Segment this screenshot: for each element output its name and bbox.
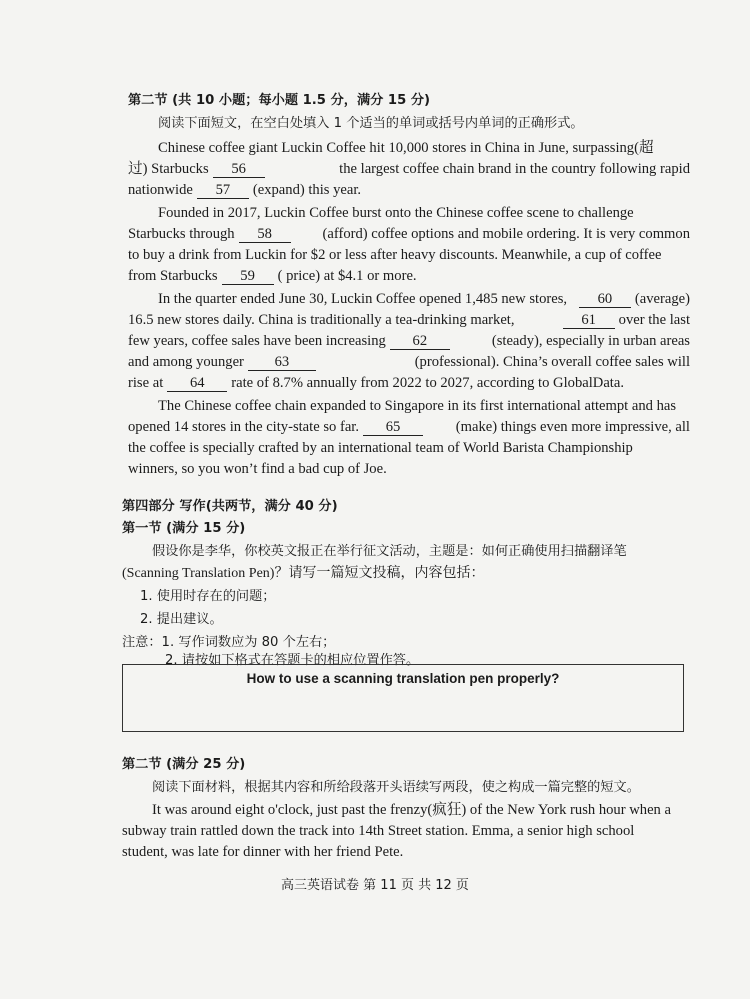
blank-57: 57 <box>197 182 249 199</box>
page-footer: 高三英语试卷 第 11 页 共 12 页 <box>281 878 469 893</box>
blank-56: 56 <box>213 161 265 178</box>
part4-heading: 第四部分 写作(共两节，满分 40 分) <box>122 499 338 514</box>
blank-64: 64 <box>167 375 227 392</box>
part4-sec2-heading: 第二节 (满分 25 分) <box>122 757 246 772</box>
sec2-instruction: 阅读下面材料，根据其内容和所给段落开头语续写两段，使之构成一篇完整的短文。 <box>152 780 640 795</box>
passage-line-2: 过) Starbucks 56 the largest coffee chain brand in the country following rapid <box>128 161 690 177</box>
passage-line-15: the coffee is specially crafted by an international team of World Barista Championship <box>128 440 633 456</box>
passage-line-14: opened 14 stores in the city-state so far. 65 (make) things even more impressive, all <box>128 419 690 435</box>
section2-heading: 第二节 (共 10 小题；每小题 1.5 分，满分 15 分) <box>128 93 431 108</box>
passage-line-11: and among younger 63 (professional). China’s overall coffee sales will <box>128 354 690 370</box>
note-2: 2. 请按如下格式在答题卡的相应位置作答。 <box>165 653 420 668</box>
blank-63: 63 <box>248 354 316 371</box>
passage-line-7: from Starbucks 59 ( price) at $4.1 or more. <box>128 268 417 284</box>
passage-line-6: to buy a drink from Luckin for $2 or less after heavy discounts. Meanwhile, a cup of coffee <box>128 247 662 263</box>
blank-59: 59 <box>222 268 274 285</box>
answer-format-box <box>122 664 684 732</box>
passage-line-12: rise at 64 rate of 8.7% annually from 2022 to 2027, according to GlobalData. <box>128 375 624 391</box>
blank-58: 58 <box>239 226 291 243</box>
passage-line-10: few years, coffee sales have been increasing 62 (steady), especially in urban areas <box>128 333 690 349</box>
passage-line-4: Founded in 2017, Luckin Coffee burst onto the Chinese coffee scene to challenge <box>158 205 634 221</box>
passage-line-8: In the quarter ended June 30, Luckin Coffee opened 1,485 new stores, 60 (average) <box>158 291 690 307</box>
blank-65: 65 <box>363 419 423 436</box>
part4-sec1-heading: 第一节 (满分 15 分) <box>122 521 246 536</box>
passage-line-5: Starbucks through 58 (afford) coffee options and mobile ordering. It is very common <box>128 226 690 242</box>
passage-line-3: nationwide 57 (expand) this year. <box>128 182 362 198</box>
passage-line-9: 16.5 new stores daily. China is traditionally a tea-drinking market, 61 over the last <box>128 312 690 328</box>
story-line-1: It was around eight o'clock, just past the frenzy(疯狂) of the New York rush hour when a <box>152 802 671 818</box>
task-line-1: 假设你是李华，你校英文报正在举行征文活动，主题是：如何正确使用扫描翻译笔 <box>152 544 627 559</box>
passage-line-1: Chinese coffee giant Luckin Coffee hit 10,000 stores in China in June, surpassing(超 <box>158 140 654 156</box>
note-1: 注意：1. 写作词数应为 80 个左右； <box>122 635 336 650</box>
task-item-1: 1. 使用时存在的问题； <box>140 589 276 604</box>
story-line-2: subway train rattled down the track into 14th Street station. Emma, a senior high school <box>122 823 635 839</box>
blank-62: 62 <box>390 333 450 350</box>
blank-60: 60 <box>579 291 631 308</box>
section2-instruction: 阅读下面短文，在空白处填入 1 个适当的单词或括号内单词的正确形式。 <box>158 116 584 131</box>
passage-line-13: The Chinese coffee chain expanded to Singapore in its first international attempt and has <box>158 398 677 414</box>
task-line-2: (Scanning Translation Pen)？请写一篇短文投稿，内容包括： <box>122 566 485 581</box>
blank-61: 61 <box>563 312 615 329</box>
passage-line-16: winners, so you won’t find a bad cup of Joe. <box>128 461 387 477</box>
answer-box-title: How to use a scanning translation pen properly? <box>246 671 560 686</box>
story-line-3: student, was late for dinner with her friend Pete. <box>122 844 404 860</box>
task-item-2: 2. 提出建议。 <box>140 612 223 627</box>
